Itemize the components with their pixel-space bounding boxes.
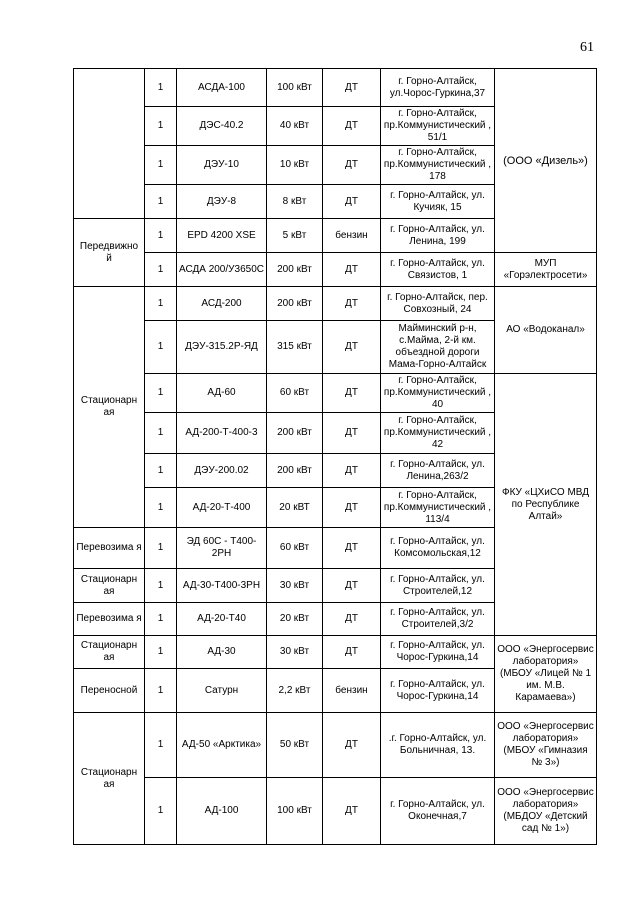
qty-cell: 1 bbox=[145, 528, 177, 569]
power-cell: 30 кВт bbox=[267, 569, 323, 603]
owner-cell: ФКУ «ЦХиСО МВД по Республике Алтай» bbox=[495, 374, 597, 636]
qty-cell: 1 bbox=[145, 287, 177, 321]
model-cell: АД-200-Т-400-3 bbox=[177, 413, 267, 454]
type-cell: Стационарн ая bbox=[74, 713, 145, 845]
qty-cell: 1 bbox=[145, 778, 177, 845]
model-cell: АД-30-Т400-3РН bbox=[177, 569, 267, 603]
model-cell: АД-60 bbox=[177, 374, 267, 413]
power-cell: 200 кВт bbox=[267, 413, 323, 454]
owner-cell: ООО «Энергосервис лаборатория» (МБОУ «Гимназия № 3») bbox=[495, 713, 597, 778]
power-cell: 200 кВт bbox=[267, 454, 323, 488]
address-cell: г. Горно-Алтайск, ул. Строителей,12 bbox=[381, 569, 495, 603]
qty-cell: 1 bbox=[145, 321, 177, 374]
address-cell: г. Горно-Алтайск, ул. Кучияк, 15 bbox=[381, 185, 495, 219]
fuel-cell: ДТ bbox=[323, 253, 381, 287]
qty-cell: 1 bbox=[145, 413, 177, 454]
address-cell: г. Горно-Алтайск, ул. Чорос-Гуркина,14 bbox=[381, 636, 495, 669]
address-cell: г. Горно-Алтайск, пер. Совхозный, 24 bbox=[381, 287, 495, 321]
type-cell: Стационарн ая bbox=[74, 636, 145, 669]
power-cell: 200 кВт bbox=[267, 253, 323, 287]
power-cell: 200 кВт bbox=[267, 287, 323, 321]
fuel-cell: ДТ bbox=[323, 569, 381, 603]
model-cell: АСДА 200/У3650С bbox=[177, 253, 267, 287]
qty-cell: 1 bbox=[145, 636, 177, 669]
address-cell: г. Горно-Алтайск, ул. Строителей,3/2 bbox=[381, 603, 495, 636]
owner-cell: ООО «Энергосервис лаборатория» (МБДОУ «Детский сад № 1») bbox=[495, 778, 597, 845]
power-cell: 50 кВт bbox=[267, 713, 323, 778]
address-cell: г. Горно-Алтайск, ул. Чорос-Гуркина,14 bbox=[381, 669, 495, 713]
table-row bbox=[74, 374, 597, 413]
power-cell: 30 кВт bbox=[267, 636, 323, 669]
fuel-cell: ДТ bbox=[323, 488, 381, 528]
fuel-cell: ДТ bbox=[323, 603, 381, 636]
model-cell: Сатурн bbox=[177, 669, 267, 713]
power-cell: 8 кВт bbox=[267, 185, 323, 219]
model-cell: EPD 4200 XSE bbox=[177, 219, 267, 253]
address-cell: Майминский р-н, с.Майма, 2-й км. объездной дороги Мама-Горно-Алтайск bbox=[381, 321, 495, 374]
model-cell: АД-20-Т40 bbox=[177, 603, 267, 636]
address-cell: г. Горно-Алтайск, пр.Коммунистический , 42 bbox=[381, 413, 495, 454]
address-cell: .г. Горно-Алтайск, ул. Больничная, 13. bbox=[381, 713, 495, 778]
power-cell: 2,2 кВт bbox=[267, 669, 323, 713]
type-cell: Перевозима я bbox=[74, 528, 145, 569]
fuel-cell: ДТ bbox=[323, 185, 381, 219]
qty-cell: 1 bbox=[145, 374, 177, 413]
fuel-cell: ДТ bbox=[323, 69, 381, 107]
power-cell: 10 кВт bbox=[267, 146, 323, 185]
qty-cell: 1 bbox=[145, 713, 177, 778]
table-row bbox=[74, 636, 597, 669]
address-cell: г. Горно-Алтайск, пр.Коммунистический , 40 bbox=[381, 374, 495, 413]
fuel-cell: ДТ bbox=[323, 107, 381, 146]
fuel-cell: ДТ bbox=[323, 413, 381, 454]
power-cell: 20 кВт bbox=[267, 603, 323, 636]
qty-cell: 1 bbox=[145, 253, 177, 287]
power-cell: 100 кВт bbox=[267, 778, 323, 845]
page-number: 61 bbox=[580, 40, 594, 55]
type-cell: Стационарн ая bbox=[74, 287, 145, 528]
model-cell: ДЭС-40.2 bbox=[177, 107, 267, 146]
address-cell: г. Горно-Алтайск, ул.Чорос-Гуркина,37 bbox=[381, 69, 495, 107]
power-cell: 60 кВт bbox=[267, 374, 323, 413]
fuel-cell: ДТ bbox=[323, 528, 381, 569]
address-cell: г. Горно-Алтайск, ул. Комсомольская,12 bbox=[381, 528, 495, 569]
model-cell: АД-30 bbox=[177, 636, 267, 669]
owner-cell: АО «Водоканал» bbox=[495, 287, 597, 374]
fuel-cell: ДТ bbox=[323, 146, 381, 185]
model-cell: ДЭУ-10 bbox=[177, 146, 267, 185]
fuel-cell: ДТ bbox=[323, 321, 381, 374]
power-cell: 315 кВт bbox=[267, 321, 323, 374]
table-row bbox=[74, 778, 597, 845]
owner-cell: ООО «Энергосервис лаборатория» (МБОУ «Лицей № 1 им. М.В. Карамаева») bbox=[495, 636, 597, 713]
address-cell: г. Горно-Алтайск, ул. Ленина,263/2 bbox=[381, 454, 495, 488]
address-cell: г. Горно-Алтайск, ул. Ленина, 199 bbox=[381, 219, 495, 253]
qty-cell: 1 bbox=[145, 569, 177, 603]
table-row bbox=[74, 253, 597, 287]
type-cell-empty bbox=[74, 69, 145, 219]
fuel-cell: ДТ bbox=[323, 713, 381, 778]
type-cell: Стационарн ая bbox=[74, 569, 145, 603]
model-cell: ДЭУ-8 bbox=[177, 185, 267, 219]
qty-cell: 1 bbox=[145, 219, 177, 253]
model-cell: АД-50 «Арктика» bbox=[177, 713, 267, 778]
fuel-cell: ДТ bbox=[323, 636, 381, 669]
fuel-cell: бензин bbox=[323, 219, 381, 253]
qty-cell: 1 bbox=[145, 603, 177, 636]
power-cell: 60 кВт bbox=[267, 528, 323, 569]
model-cell: АСДА-100 bbox=[177, 69, 267, 107]
generators-table bbox=[73, 68, 597, 845]
qty-cell: 1 bbox=[145, 69, 177, 107]
owner-cell: МУП «Горэлектросети» bbox=[495, 253, 597, 287]
qty-cell: 1 bbox=[145, 107, 177, 146]
fuel-cell: ДТ bbox=[323, 778, 381, 845]
address-cell: г. Горно-Алтайск, пр.Коммунистический , 113/4 bbox=[381, 488, 495, 528]
address-cell: г. Горно-Алтайск, ул. Связистов, 1 bbox=[381, 253, 495, 287]
fuel-cell: бензин bbox=[323, 669, 381, 713]
model-cell: АД-100 bbox=[177, 778, 267, 845]
fuel-cell: ДТ bbox=[323, 287, 381, 321]
owner-cell: (ООО «Дизель») bbox=[495, 69, 597, 253]
table-row bbox=[74, 713, 597, 778]
power-cell: 100 кВт bbox=[267, 69, 323, 107]
power-cell: 5 кВт bbox=[267, 219, 323, 253]
type-cell: Перевозима я bbox=[74, 603, 145, 636]
power-cell: 40 кВт bbox=[267, 107, 323, 146]
address-cell: г. Горно-Алтайск, пр.Коммунистический , 51/1 bbox=[381, 107, 495, 146]
model-cell: АД-20-Т-400 bbox=[177, 488, 267, 528]
qty-cell: 1 bbox=[145, 454, 177, 488]
model-cell: АСД-200 bbox=[177, 287, 267, 321]
model-cell: ЭД 60С - Т400-2РН bbox=[177, 528, 267, 569]
qty-cell: 1 bbox=[145, 146, 177, 185]
address-cell: г. Горно-Алтайск, ул. Оконечная,7 bbox=[381, 778, 495, 845]
model-cell: ДЭУ-200.02 bbox=[177, 454, 267, 488]
address-cell: г. Горно-Алтайск, пр.Коммунистический , 178 bbox=[381, 146, 495, 185]
power-cell: 20 кВТ bbox=[267, 488, 323, 528]
type-cell: Переносной bbox=[74, 669, 145, 713]
qty-cell: 1 bbox=[145, 185, 177, 219]
model-cell: ДЭУ-315.2Р-ЯД bbox=[177, 321, 267, 374]
table-row bbox=[74, 287, 597, 321]
fuel-cell: ДТ bbox=[323, 374, 381, 413]
qty-cell: 1 bbox=[145, 669, 177, 713]
qty-cell: 1 bbox=[145, 488, 177, 528]
type-cell: Передвижно й bbox=[74, 219, 145, 287]
fuel-cell: ДТ bbox=[323, 454, 381, 488]
table-row bbox=[74, 69, 597, 107]
